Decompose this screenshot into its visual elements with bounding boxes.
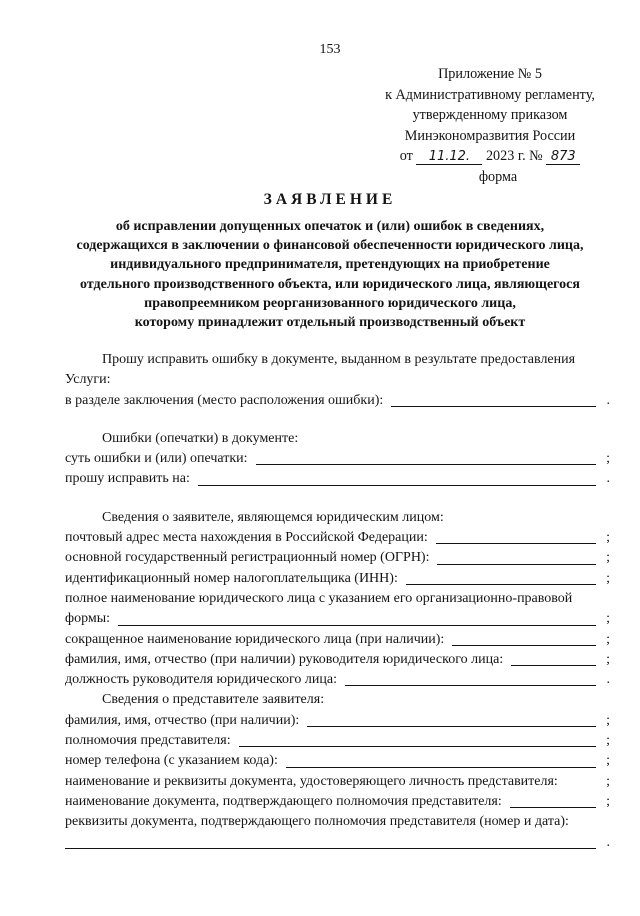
inn-field-row: идентификационный номер налогоплательщика (ИНН): ; (65, 569, 610, 589)
annex-number-handwritten: 873 (546, 150, 580, 165)
fullname-label: полное наименование юридического лица с указанием его организационно-правовой (65, 590, 573, 606)
postal-field-row: почтовый адрес места нахождения в Российской Федерации: ; (65, 528, 610, 548)
rep-phone-field-input[interactable] (286, 766, 596, 768)
rep-powers-field-input[interactable] (239, 745, 596, 747)
postal-field-input[interactable] (436, 542, 596, 544)
rep-fio-field-input[interactable] (307, 725, 596, 727)
rep-powers-field-label: полномочия представителя: (65, 733, 231, 749)
errors-heading: Ошибки (опечатки) в документе: (102, 430, 299, 446)
section-field-input[interactable] (391, 405, 596, 407)
rep-powers-details-input[interactable] (65, 847, 596, 849)
subtitle-line: которому принадлежит отдельный производственный объект (134, 315, 526, 331)
fullname-field-label: формы: (65, 611, 111, 627)
essence-field-input[interactable] (256, 463, 596, 465)
annex-line-2: утвержденному приказом (412, 107, 568, 123)
rep-powers-doc-field-label: наименование документа, подтверждающего полномочия представителя: (65, 793, 502, 809)
subtitle-line: индивидуального предпринимателя, претендующих на приобретение (110, 257, 550, 273)
annex-date-year: 2023 г. № (485, 148, 543, 164)
head-position-field-input[interactable] (345, 684, 596, 686)
rep-heading: Сведения о представителе заявителя: (102, 692, 325, 708)
ogrn-field-label: основной государственный регистрационный номер (ОГРН): (65, 550, 430, 566)
rep-powers-doc-field-input[interactable] (510, 806, 596, 808)
page-number: 153 (319, 42, 341, 57)
inn-field-label: идентификационный номер налогоплательщика (ИНН): (65, 570, 398, 586)
rep-powers-doc-field-row: наименование документа, подтверждающего полномочия представителя: ; (65, 792, 610, 812)
essence-field-label: суть ошибки и (или) опечатки: (65, 451, 248, 467)
head-position-field-label: должность руководителя юридического лица: (65, 672, 337, 688)
head-fio-field-input[interactable] (511, 664, 596, 666)
document-title: ЗАЯВЛЕНИЕ (263, 191, 397, 208)
section-field-row: в разделе заключения (место расположения ошибки): . (65, 391, 610, 411)
fix-field-label: прошу исправить на: (65, 471, 190, 487)
rep-powers-details-row (65, 812, 610, 832)
subtitle-line: содержащихся в заключении о финансовой обеспеченности юридического лица, (76, 238, 584, 254)
rep-powers-field-row: полномочия представителя: ; (65, 731, 610, 751)
fullname-field-input[interactable] (118, 624, 596, 626)
ogrn-field-row: основной государственный регистрационный номер (ОГРН): ; (65, 548, 610, 568)
shortname-field-label: сокращенное наименование юридического лица (при наличии): (65, 631, 445, 647)
request-text: Прошу исправить ошибку в документе, выданном в результате предоставления (102, 352, 576, 367)
annex-title: Приложение № 5 (438, 66, 542, 82)
ogrn-field-input[interactable] (437, 563, 596, 565)
subtitle-line: отдельного производственного объекта, или юридического лица, являющегося (80, 276, 580, 292)
head-fio-field-label: фамилия, имя, отчество (при наличии) руководителя юридического лица: (65, 651, 504, 667)
inn-field-input[interactable] (406, 583, 596, 585)
form-body (65, 350, 610, 853)
rep-phone-field-label: номер телефона (с указанием кода): (65, 753, 278, 769)
annex-line-3: Минэкономразвития России (404, 127, 576, 144)
rep-powers-details-field-row: . (65, 833, 610, 853)
rep-powers-details-label: реквизиты документа, подтверждающего полномочия представителя (номер и дата): (65, 814, 569, 830)
fix-field-row: прошу исправить на: . (65, 469, 610, 489)
subtitle-line: правопреемником реорганизованного юридического лица, (144, 295, 516, 311)
applicant-heading: Сведения о заявителе, являющемся юридическим лицом: (102, 509, 444, 525)
subtitle-line: об исправлении допущенных опечаток и (или) ошибок в сведениях, (115, 219, 545, 234)
annex-block (360, 64, 620, 187)
annex-form-label: форма (478, 168, 518, 185)
annex-date-line (360, 146, 620, 167)
fullname-field-row: формы: ; (65, 609, 610, 629)
shortname-field-row: сокращенное наименование юридического лица (при наличии): ; (65, 630, 610, 650)
postal-field-label: почтовый адрес места нахождения в Российской Федерации: (65, 530, 428, 546)
rep-id-doc-field-row: наименование и реквизиты документа, удостоверяющего личность представителя: ; (65, 772, 610, 792)
request-text-cont: Услуги: (65, 372, 111, 388)
rep-id-doc-field-input[interactable] (566, 787, 596, 788)
annex-date-handwritten: 11.12. (416, 150, 482, 165)
rep-phone-field-row: номер телефона (с указанием кода): ; (65, 751, 610, 771)
shortname-field-input[interactable] (452, 644, 596, 646)
head-position-field-row: должность руководителя юридического лица: . (65, 670, 610, 690)
fix-field-input[interactable] (198, 484, 596, 486)
rep-id-doc-field-label: наименование и реквизиты документа, удостоверяющего личность представителя: (65, 773, 558, 789)
rep-fio-field-row: фамилия, имя, отчество (при наличии): ; (65, 711, 610, 731)
head-fio-field-row: фамилия, имя, отчество (при наличии) руководителя юридического лица: ; (65, 650, 610, 670)
rep-fio-field-label: фамилия, имя, отчество (при наличии): (65, 712, 300, 728)
section-field-label: в разделе заключения (место расположения ошибки): (65, 392, 384, 408)
essence-field-row: суть ошибки и (или) опечатки: ; (65, 449, 610, 469)
document-subtitle (40, 217, 620, 332)
annex-line-1: к Административному регламенту, (385, 86, 595, 103)
annex-date-prefix: от (399, 148, 413, 164)
